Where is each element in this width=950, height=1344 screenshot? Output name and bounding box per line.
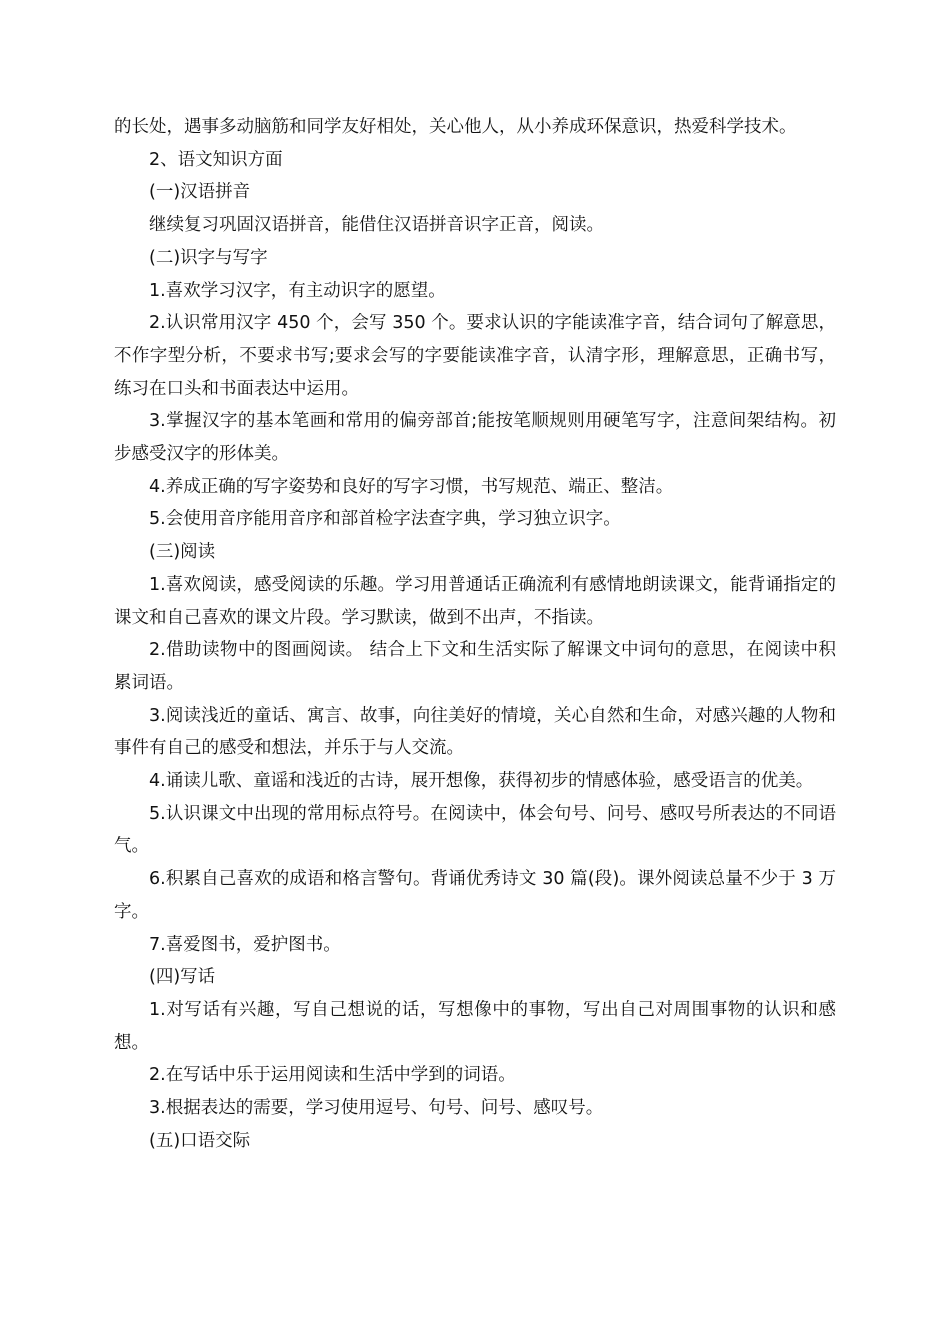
list-item: 3.阅读浅近的童话、寓言、故事，向往美好的情境，关心自然和生命，对感兴趣的人物和事件有自己的感受和想法，并乐于与人交流。 <box>114 705 836 759</box>
list-item: 3.根据表达的需要，学习使用逗号、句号、问号、感叹号。 <box>149 1098 604 1119</box>
subsection-heading-writing: (四)写话 <box>149 967 216 988</box>
paragraph: 继续复习巩固汉语拼音，能借住汉语拼音识字正音，阅读。 <box>149 215 604 236</box>
list-item: 1.对写话有兴趣，写自己想说的话，写想像中的事物，写出自己对周围事物的认识和感想。 <box>114 999 836 1053</box>
list-item: 4.养成正确的写字姿势和良好的写字习惯，书写规范、端正、整洁。 <box>149 476 674 497</box>
list-item: 2.认识常用汉字 450 个，会写 350 个。要求认识的字能读准字音，结合词句了解意思，不作字型分析，不要求书写;要求会写的字要能读准字音，认清字形，理解意思，正确书写，练习在口头和书面表达中运用。 <box>114 313 836 399</box>
list-item: 5.会使用音序能用音序和部首检字法查字典，学习独立识字。 <box>149 509 621 530</box>
subsection-heading-reading: (三)阅读 <box>149 542 216 563</box>
list-item: 4.诵读儿歌、童谣和浅近的古诗，展开想像，获得初步的情感体验，感受语言的优美。 <box>149 771 814 792</box>
list-item: 2.在写话中乐于运用阅读和生活中学到的词语。 <box>149 1065 516 1086</box>
section-heading-language-knowledge: 2、语文知识方面 <box>149 149 283 170</box>
paragraph-continuation: 的长处，遇事多动脑筋和同学友好相处，关心他人，从小养成环保意识，热爱科学技术。 <box>114 117 797 137</box>
list-item: 5.认识课文中出现的常用标点符号。在阅读中，体会句号、问号、感叹号所表达的不同语气。 <box>114 803 836 857</box>
subsection-heading-pinyin: (一)汉语拼音 <box>149 182 251 203</box>
subsection-heading-oral-communication: (五)口语交际 <box>149 1130 251 1151</box>
list-item: 3.掌握汉字的基本笔画和常用的偏旁部首;能按笔顺规则用硬笔写字，注意间架结构。初步感受汉字的形体美。 <box>114 411 836 465</box>
list-item: 1.喜欢阅读，感受阅读的乐趣。学习用普通话正确流利有感情地朗读课文，能背诵指定的课文和自己喜欢的课文片段。学习默读，做到不出声，不指读。 <box>114 574 836 628</box>
document-body <box>114 111 836 1158</box>
list-item: 7.喜爱图书，爱护图书。 <box>149 934 341 955</box>
list-item: 1.喜欢学习汉字，有主动识字的愿望。 <box>149 280 446 301</box>
list-item: 2.借助读物中的图画阅读。 结合上下文和生活实际了解课文中词句的意思，在阅读中积累词语。 <box>114 640 836 693</box>
list-item: 6.积累自己喜欢的成语和格言警句。背诵优秀诗文 30 篇(段)。课外阅读总量不少于 3 万字。 <box>114 869 836 922</box>
subsection-heading-characters: (二)识字与写字 <box>149 247 268 268</box>
